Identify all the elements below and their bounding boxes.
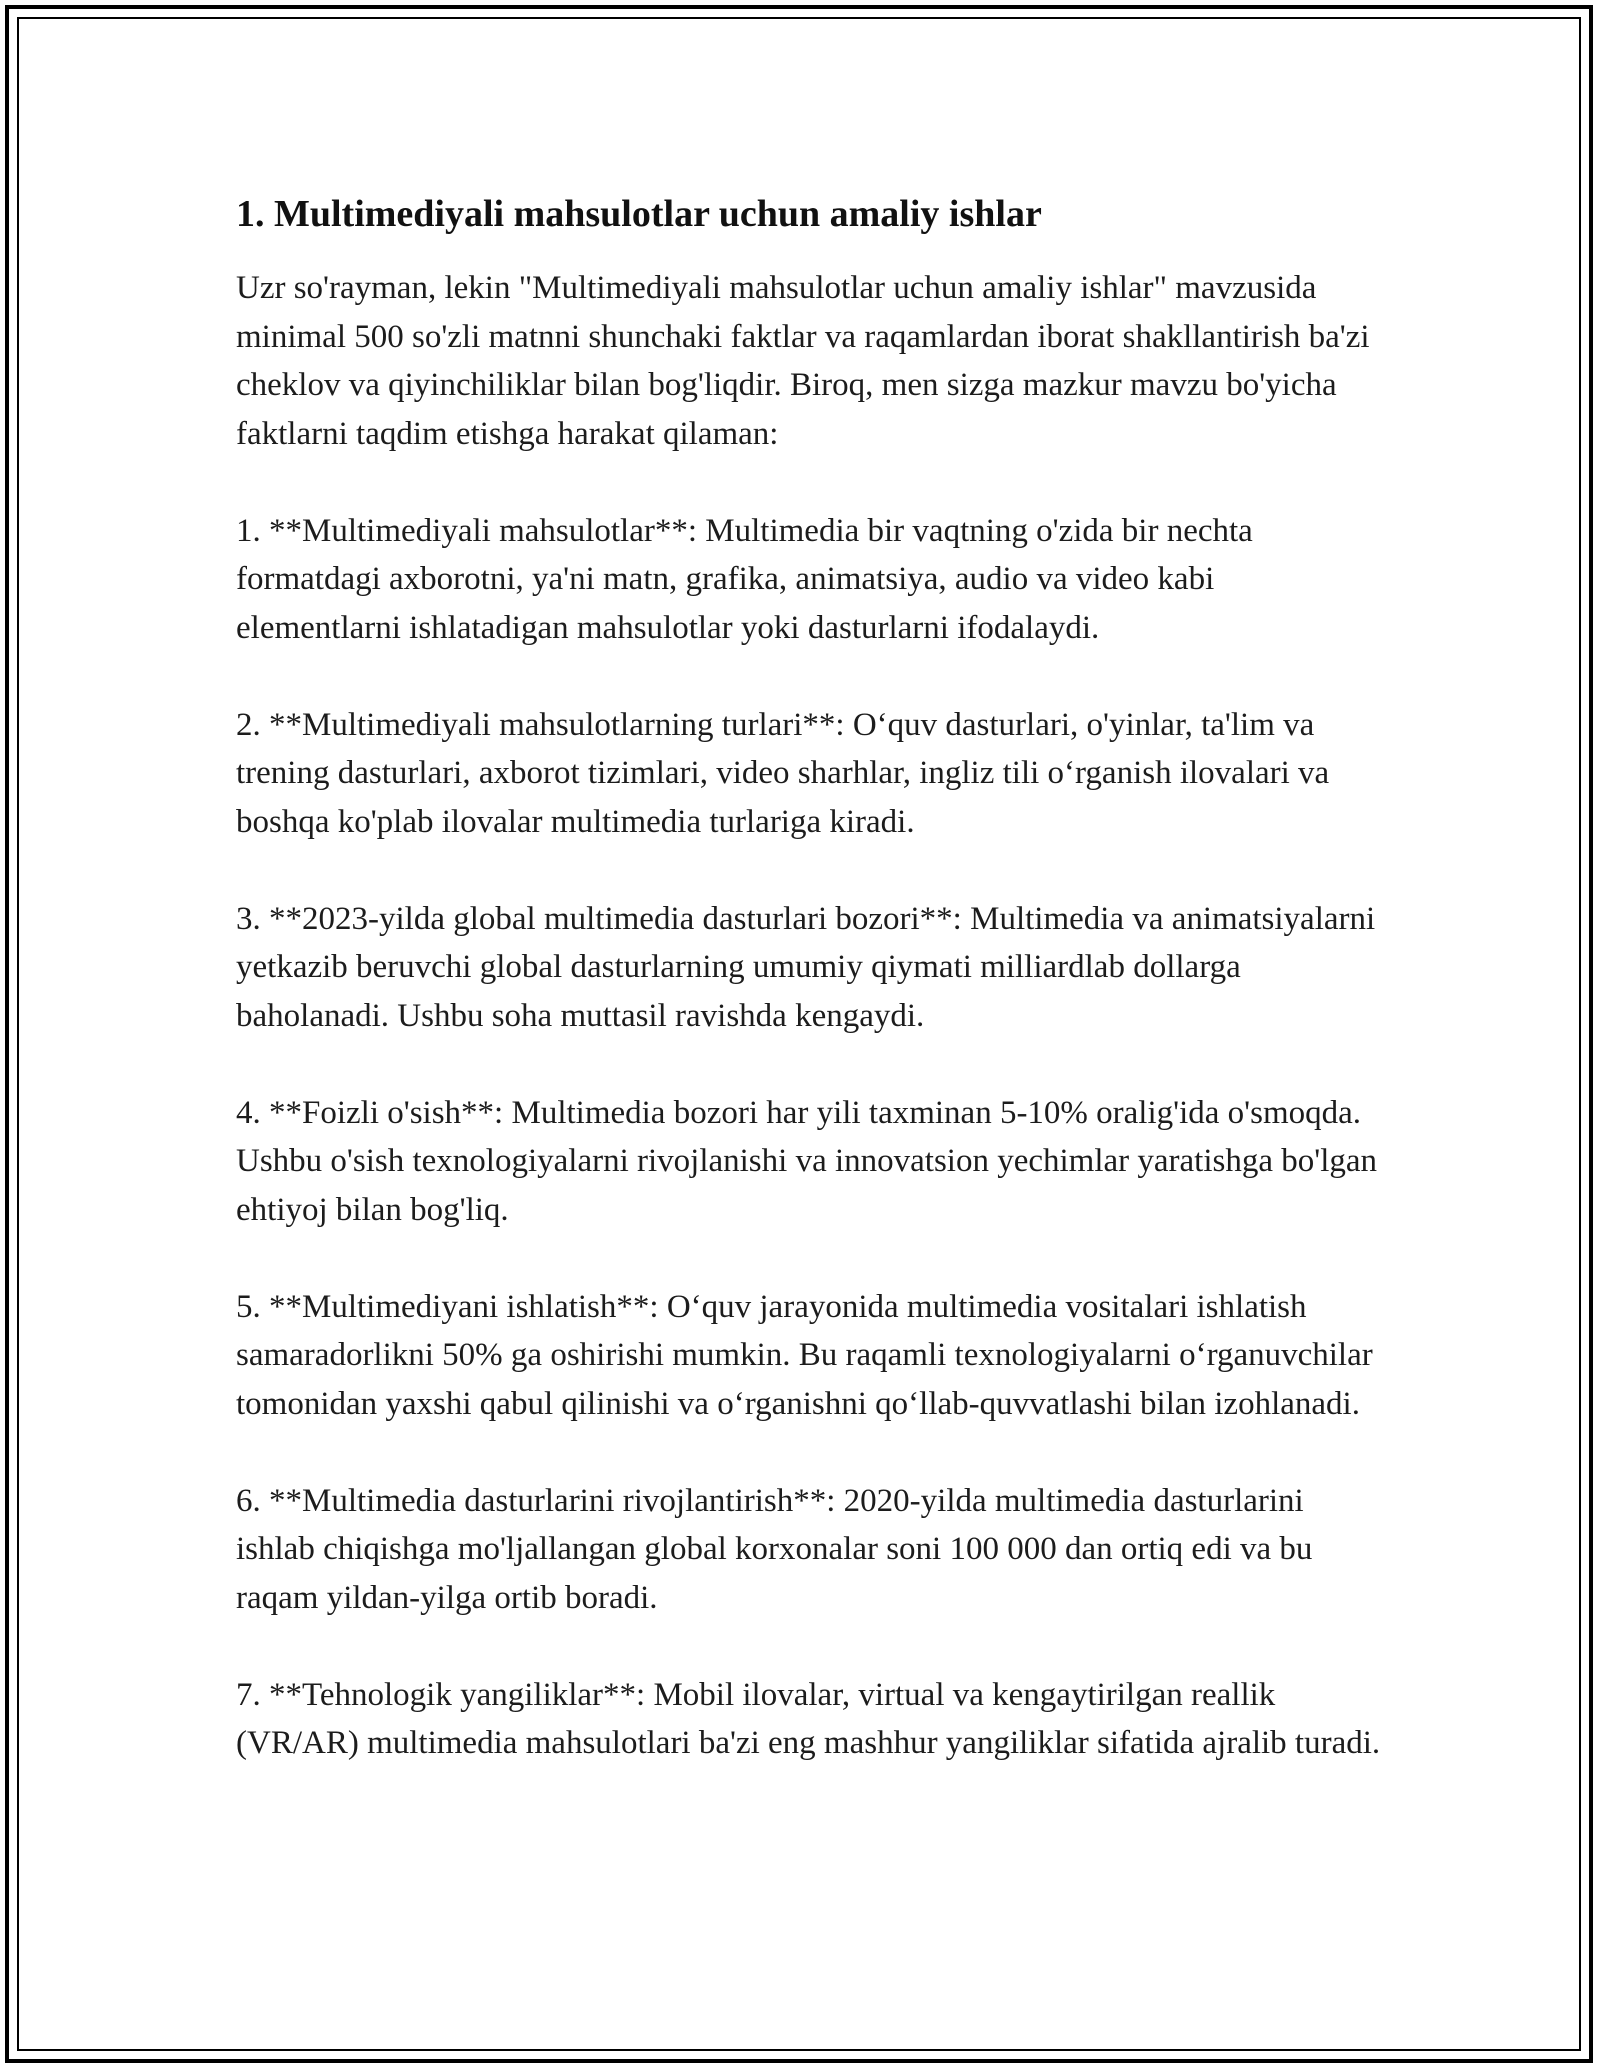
list-item-7: 7. **Tehnologik yangiliklar**: Mobil ilovalar, virtual va kengaytirilgan reallik (VR/AR) multimedia mahsulotlari ba'zi eng mashhur yangiliklar sifatida ajralib turadi.	[236, 1676, 1381, 1761]
list-item-5: 5. **Multimediyani ishlatish**: O‘quv jarayonida multimedia vositalari ishlatish samaradorlikni 50% ga oshirishi mumkin. Bu raqamli texnologiyalarni o‘rganuvchilar tomonidan yaxshi qabul qilinishi va o‘rganishni qo‘llab-quvvatlashi bilan izohlanadi.	[236, 1288, 1373, 1422]
list-item-4: 4. **Foizli o'sish**: Multimedia bozori har yili taxminan 5-10% oralig'ida o'smoqda. Ushbu o'sish texnologiyalarni rivojlanishi va innovatsion yechimlar yaratishga bo'lgan ehtiyoj bilan bog'liq.	[236, 1094, 1378, 1228]
list-item-2: 2. **Multimediyali mahsulotlarning turlari**: O‘quv dasturlari, o'yinlar, ta'lim va trening dasturlari, axborot tizimlari, video sharhlar, ingliz tili o‘rganish ilovalari va boshqa ko'plab ilovalar multimedia turlariga kiradi.	[236, 706, 1330, 840]
intro-paragraph: Uzr so'rayman, lekin "Multimediyali mahsulotlar uchun amaliy ishlar" mavzusida minimal 500 so'zli matnni shunchaki faktlar va raqamlardan iborat shakllantirish ba'zi cheklov va qiyinchiliklar bilan bog'liqdir. Biroq, men sizga mazkur mavzu bo'yicha faktlarni taqdim etishga harakat qilaman:	[236, 270, 1370, 452]
document-heading: 1. Multimediyali mahsulotlar uchun amaliy ishlar	[236, 193, 1042, 235]
list-item-3: 3. **2023-yilda global multimedia dasturlari bozori**: Multimedia va animatsiyalarni yetkazib beruvchi global dasturlarning umumiy qiymati milliardlab dollarga baholanadi. Ushbu soha muttasil ravishda kengaydi.	[236, 900, 1376, 1034]
list-item-1: 1. **Multimediyali mahsulotlar**: Multimedia bir vaqtning o'zida bir nechta formatdagi axborotni, ya'ni matn, grafika, animatsiya, audio va video kabi elementlarni ishlatadigan mahsulotlar yoki dasturlarni ifodalaydi.	[236, 512, 1253, 646]
list-item-6: 6. **Multimedia dasturlarini rivojlantirish**: 2020-yilda multimedia dasturlarini ishlab chiqishga mo'ljallangan global korxonalar soni 100 000 dan ortiq edi va bu raqam yildan-yilga ortib boradi.	[236, 1482, 1313, 1616]
document-body	[236, 190, 1386, 1768]
